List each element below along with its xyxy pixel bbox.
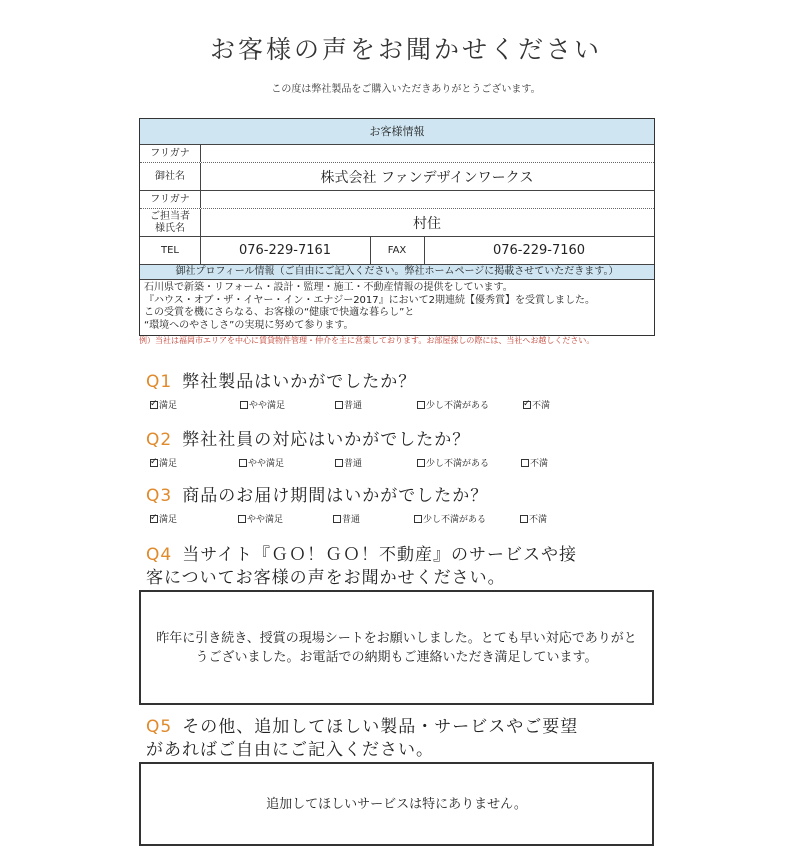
fax-label: FAX [370,237,425,264]
q4-answer-text: 昨年に引き続き、授賞の現場シートをお願いしました。とても早い対応でありがとうございました。お電話での納期もご連絡いただき満足しています。 [156,630,637,665]
question-number: Q1 [146,372,173,392]
checkbox-checked[interactable] [150,515,158,523]
furigana2-field[interactable] [200,191,654,208]
q3-option-dissatisfied[interactable] [520,512,547,525]
option-label: 満足 [159,515,178,525]
person-label: ご担当者 様氏名 [140,209,201,236]
q1-option-slightly-dissatisfied[interactable] [417,398,489,411]
question-2 [146,425,470,450]
company-row [140,163,654,191]
checkbox[interactable] [240,401,248,409]
checkbox[interactable] [335,459,343,467]
option-label: 普通 [342,515,361,525]
question-5 [146,712,578,737]
checkbox-checked[interactable] [523,401,531,409]
question-text: 弊社社員の対応はいかがでしたか？ [182,430,471,450]
question-number: Q4 [146,545,173,565]
profile-header: 御社プロフィール情報（ご自由にご記入ください。弊社ホームページに掲載させていただきます。） [140,265,654,280]
question-4 [146,540,577,565]
company-value[interactable]: 株式会社 ファンデザインワークス [320,169,534,186]
question-text: その他、追加してほしい製品・サービスやご要望 [182,717,579,737]
question-1 [146,367,416,392]
option-label: 普通 [344,459,363,469]
q1-option-somewhat-satisfied[interactable] [240,398,285,411]
q2-option-dissatisfied[interactable] [521,456,548,469]
checkbox[interactable] [335,401,343,409]
question-number: Q5 [146,717,173,737]
checkbox[interactable] [414,515,422,523]
customer-info-header: お客様情報 [140,119,654,145]
profile-line: 『ハウス・オブ・ザ・イヤー・イン・エナジー2017』において2期連続【優秀賞】を受賞しました。 [144,294,596,306]
profile-line: 石川県で新築・リフォーム・設計・監理・施工・不動産情報の提供をしています。 [144,282,513,293]
question-text: 当サイト『ＧＯ！ＧＯ！不動産』のサービスや接 [182,545,578,565]
q3-option-slightly-dissatisfied[interactable] [414,512,486,525]
q2-option-satisfied[interactable] [150,456,177,469]
option-label: やや満足 [247,515,284,525]
q3-option-satisfied[interactable] [150,512,177,525]
q2-option-neutral[interactable] [335,456,362,469]
q1-option-neutral[interactable] [335,398,362,411]
q5-answer-box[interactable] [139,762,654,846]
checkbox[interactable] [520,515,528,523]
checkbox[interactable] [239,459,247,467]
tel-value[interactable]: 076-229-7161 [200,237,371,264]
profile-line: この受賞を機にさらなる、お客様の“健康で快適な暮らし”と [144,307,415,318]
person-value[interactable]: 村住 [413,215,441,232]
tel-fax-row [140,237,654,265]
profile-line: “環境へのやさしさ”の実現に努めて参ります。 [144,319,354,331]
checkbox[interactable] [417,401,425,409]
furigana-label: フリガナ [140,145,201,162]
question-text: 弊社製品はいかがでしたか？ [182,372,417,392]
question-5-line2: があればご自由にご記入ください。 [146,740,434,760]
profile-text[interactable] [140,280,654,335]
option-label: 少し不満がある [426,459,490,469]
option-label: 満足 [159,459,178,469]
option-label: 少し不満がある [423,515,487,525]
customer-info-table [139,118,655,336]
fax-value[interactable]: 076-229-7160 [492,243,586,258]
question-4-line2: 客についてお客様の声をお聞かせください。 [146,568,506,588]
question-3 [146,481,488,506]
checkbox[interactable] [417,459,425,467]
page-title: お客様の声をお聞かせください [209,35,602,64]
profile-section [140,265,654,335]
checkbox[interactable] [333,515,341,523]
q1-option-dissatisfied[interactable] [523,398,550,411]
furigana2-label: フリガナ [140,191,201,208]
checkbox-checked[interactable] [150,459,158,467]
option-label: 不満 [532,401,551,411]
question-number: Q2 [146,430,173,450]
example-note: 例）当社は福岡市エリアを中心に賃貸物件管理・仲介を主に営業しております。お部屋探しの際には、当社へお越しください。 [139,336,595,345]
option-label: 普通 [344,401,363,411]
q2-option-somewhat-satisfied[interactable] [239,456,284,469]
furigana2-row [140,191,654,209]
q5-answer-text: 追加してほしいサービスは特にありません。 [266,796,527,812]
company-label: 御社名 [140,163,201,190]
option-label: 不満 [529,515,548,525]
q3-option-somewhat-satisfied[interactable] [238,512,283,525]
q2-option-slightly-dissatisfied[interactable] [417,456,489,469]
page-subtitle: この度は弊社製品をご購入いただきありがとうございます。 [271,84,541,95]
option-label: 不満 [530,459,549,469]
checkbox-checked[interactable] [150,401,158,409]
option-label: 満足 [159,401,178,411]
person-row [140,209,654,237]
tel-label: TEL [140,237,201,264]
q3-option-neutral[interactable] [333,512,360,525]
option-label: 少し不満がある [426,401,490,411]
furigana-row [140,145,654,163]
question-number: Q3 [146,486,173,506]
furigana-field[interactable] [200,145,654,162]
q4-answer-box[interactable] [139,590,654,705]
checkbox[interactable] [238,515,246,523]
checkbox[interactable] [521,459,529,467]
option-label: やや満足 [249,401,286,411]
question-text: 商品のお届け期間はいかがでしたか？ [182,486,489,506]
q1-option-satisfied[interactable] [150,398,177,411]
option-label: やや満足 [248,459,285,469]
